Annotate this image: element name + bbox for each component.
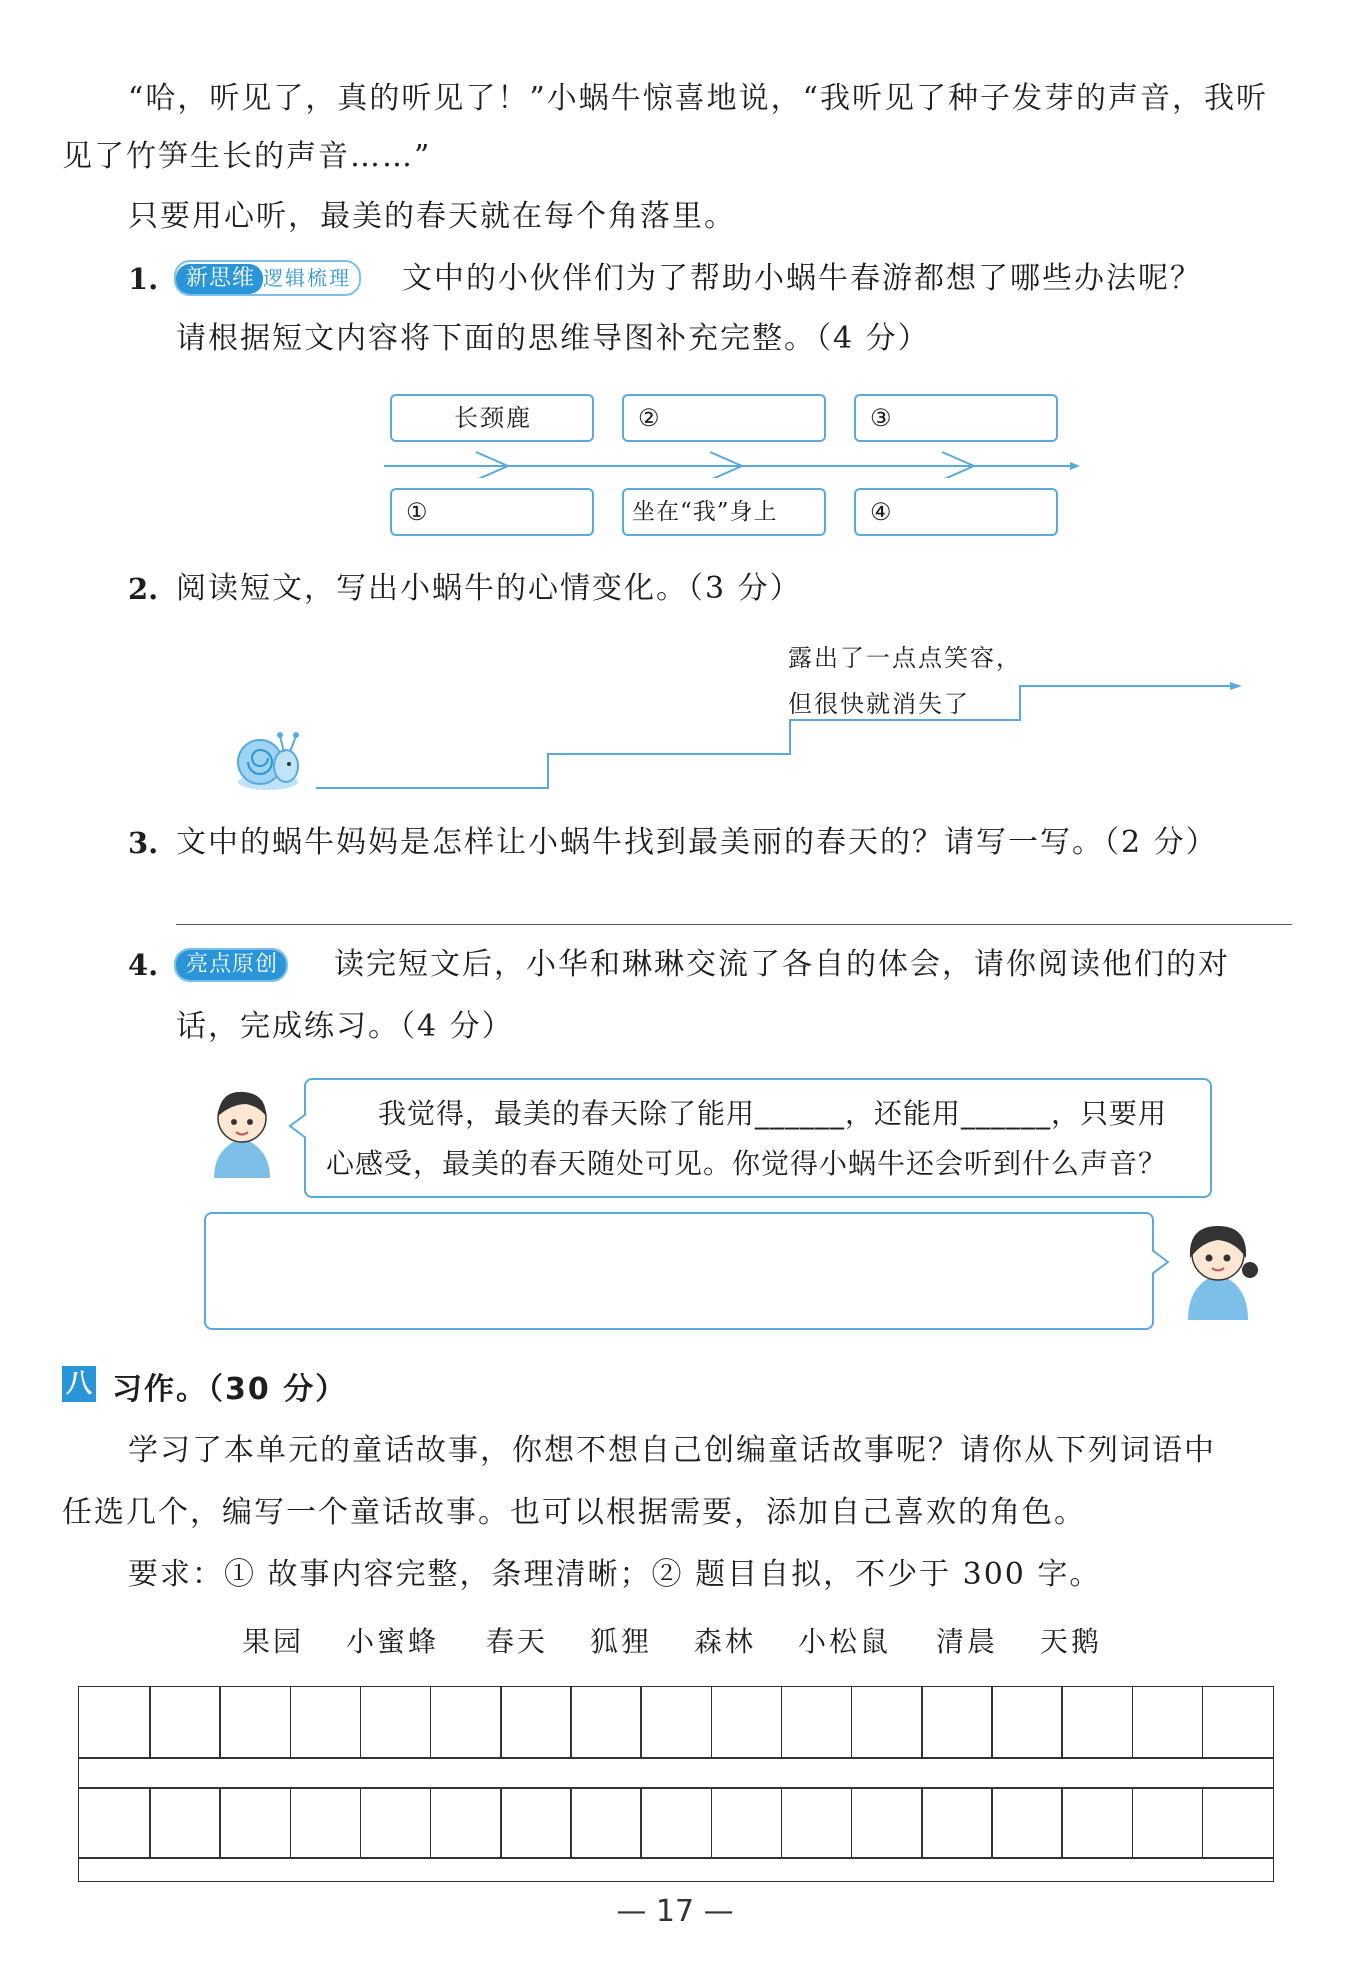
grid-cell-divider — [781, 1687, 783, 1757]
q4-text-2: 话，完成练习。（4 分） — [176, 1009, 514, 1044]
word-spring: 春天 — [486, 1625, 549, 1658]
grid-cell-divider — [1202, 1687, 1204, 1757]
q1-tag-sub: 逻辑梳理 — [263, 266, 352, 290]
word-fox: 狐狸 — [590, 1625, 653, 1658]
mindmap-box-giraffe: 长颈鹿 — [390, 394, 594, 442]
grid-cell-divider — [1132, 1787, 1134, 1857]
section-8-badge: 八 — [62, 1366, 96, 1402]
boy-speech-bubble — [304, 1078, 1212, 1198]
mood-staircase — [310, 676, 1250, 796]
q2-text: 阅读短文，写出小蜗牛的心情变化。（3 分） — [176, 571, 802, 606]
grid-cell-divider — [290, 1687, 292, 1757]
q4-tag — [174, 948, 288, 982]
girl-bubble-tail — [1150, 1248, 1170, 1276]
grid-cell-divider — [921, 1687, 923, 1757]
grid-cell-divider — [500, 1787, 502, 1857]
mood-note-1: 露出了一点点笑容， — [788, 644, 1022, 672]
grid-cell-divider — [711, 1687, 713, 1757]
q1-tag-main: 新思维 — [176, 264, 263, 294]
passage-line-2: 见了竹笋生长的声音……” — [62, 139, 432, 174]
boy-bubble-line-2: 心感受，最美的春天随处可见。你觉得小蜗牛还会听到什么声音？ — [326, 1147, 1168, 1180]
grid-cell-divider — [991, 1787, 993, 1857]
grid-cell-divider — [640, 1787, 642, 1857]
grid-cell-divider — [360, 1787, 362, 1857]
section-8-title: 习作。（30 分） — [112, 1372, 348, 1407]
q4-tag-label: 亮点原创 — [176, 950, 286, 980]
question-3-number: 3. — [128, 826, 159, 860]
section-8-requirements: 要求：① 故事内容完整，条理清晰；② 题目自拟，不少于 300 字。 — [128, 1557, 1102, 1592]
boy-bubble-line-1: 我觉得，最美的春天除了能用______，还能用______，只要用 — [378, 1097, 1168, 1130]
question-4-number: 4. — [128, 948, 159, 982]
q3-answer-line[interactable] — [176, 924, 1292, 925]
word-morning: 清晨 — [936, 1625, 999, 1658]
question-2-number: 2. — [128, 572, 159, 606]
section-8-para-2: 任选几个，编写一个童话故事。也可以根据需要，添加自己喜欢的角色。 — [62, 1495, 1086, 1530]
page-number: — 17 — — [616, 1894, 734, 1929]
snail-icon — [234, 726, 304, 794]
mindmap-box-4[interactable]: ④ — [854, 488, 1058, 536]
grid-cell-divider — [851, 1687, 853, 1757]
q1-tag — [174, 260, 361, 296]
girl-answer-bubble[interactable] — [204, 1212, 1154, 1330]
word-forest: 森林 — [694, 1625, 757, 1658]
boy-avatar — [200, 1078, 284, 1188]
writing-grid[interactable] — [78, 1686, 1274, 1882]
grid-cell-divider — [360, 1687, 362, 1757]
grid-cell-divider — [149, 1687, 151, 1757]
mindmap-arrow — [380, 448, 1082, 478]
q4-text-1: 读完短文后，小华和琳琳交流了各自的体会，请你阅读他们的对 — [334, 947, 1230, 982]
grid-cell-divider — [430, 1687, 432, 1757]
grid-cell-divider — [500, 1687, 502, 1757]
grid-cell-divider — [1061, 1787, 1063, 1857]
grid-cell-divider — [290, 1787, 292, 1857]
word-swan: 天鹅 — [1040, 1625, 1103, 1658]
grid-cell-divider — [991, 1687, 993, 1757]
grid-cell-divider — [430, 1787, 432, 1857]
word-bee: 小蜜蜂 — [346, 1625, 440, 1658]
boy-bubble-tail — [288, 1112, 308, 1140]
word-squirrel: 小松鼠 — [798, 1625, 892, 1658]
grid-cell-divider — [570, 1787, 572, 1857]
grid-cell-divider — [711, 1787, 713, 1857]
grid-cell-divider — [851, 1787, 853, 1857]
grid-cell-divider — [640, 1687, 642, 1757]
grid-cell-divider — [1202, 1787, 1204, 1857]
word-orchard: 果园 — [242, 1625, 305, 1658]
mindmap-box-2[interactable]: ② — [622, 394, 826, 442]
q1-text-1: 文中的小伙伴们为了帮助小蜗牛春游都想了哪些办法呢？ — [402, 261, 1202, 296]
grid-cell-divider — [781, 1787, 783, 1857]
section-8-para-1: 学习了本单元的童话故事，你想不想自己创编童话故事呢？请你从下列词语中 — [128, 1433, 1216, 1468]
grid-cell-divider — [1132, 1687, 1134, 1757]
mindmap-box-1[interactable]: ① — [390, 488, 594, 536]
q3-text: 文中的蜗牛妈妈是怎样让小蜗牛找到最美丽的春天的？请写一写。（2 分） — [176, 825, 1218, 860]
mood-note-2: 但很快就消失了 — [788, 690, 970, 718]
question-1-number: 1. — [128, 262, 159, 296]
mindmap-box-sit-on-me: 坐在“我”身上 — [622, 488, 826, 536]
grid-cell-divider — [219, 1687, 221, 1757]
passage-line-3: 只要用心听，最美的春天就在每个角落里。 — [128, 199, 736, 234]
q1-text-2: 请根据短文内容将下面的思维导图补充完整。（4 分） — [176, 321, 930, 356]
passage-line-1: “哈，听见了，真的听见了！”小蜗牛惊喜地说，“我听见了种子发芽的声音，我听 — [128, 81, 1269, 116]
mindmap-box-3[interactable]: ③ — [854, 394, 1058, 442]
grid-cell-divider — [1061, 1687, 1063, 1757]
girl-avatar — [1172, 1210, 1264, 1328]
grid-cell-divider — [570, 1687, 572, 1757]
grid-cell-divider — [921, 1787, 923, 1857]
grid-cell-divider — [219, 1787, 221, 1857]
grid-cell-divider — [149, 1787, 151, 1857]
